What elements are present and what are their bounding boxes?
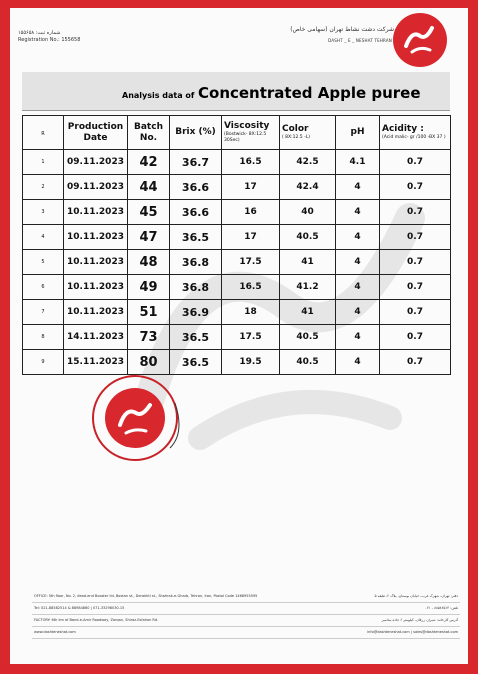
cell-brix: 36.8 <box>170 250 222 275</box>
table-row <box>23 225 451 250</box>
table-row <box>23 300 451 325</box>
header-production-date: Production Date <box>64 116 128 150</box>
cell-r: 3 <box>23 200 64 225</box>
header-acidity: Acidity : (Acid malic- gr /100 -BX 37 ) <box>380 116 451 150</box>
cell-r: 7 <box>23 300 64 325</box>
cell-r: 4 <box>23 225 64 250</box>
cell-color: 40.5 <box>280 350 336 375</box>
table-row <box>23 275 451 300</box>
cell-batch: 73 <box>128 325 170 350</box>
cell-date: 09.11.2023 <box>64 150 128 175</box>
footer-office-row <box>32 591 460 603</box>
table-header-row <box>23 116 451 150</box>
cell-date: 10.11.2023 <box>64 300 128 325</box>
cell-viscosity: 17 <box>222 225 280 250</box>
registration-en: Registration No.: 155658 <box>18 37 81 43</box>
footer-tel-fa: تلفن: ۸۸۵۸۲۵۱۴ - ۰۲۱ <box>424 606 458 610</box>
header-viscosity: Viscosity (Bostwick- 8X:12.5 30Sec) <box>222 116 280 150</box>
cell-date: 15.11.2023 <box>64 350 128 375</box>
cell-date: 10.11.2023 <box>64 275 128 300</box>
cell-brix: 36.8 <box>170 275 222 300</box>
table-row <box>23 325 451 350</box>
cell-ph: 4 <box>336 300 380 325</box>
company-logo-icon <box>390 10 450 70</box>
cell-r: 6 <box>23 275 64 300</box>
footer-email-link[interactable]: info@dashteneshat.com | sales@dashteneshat.com <box>367 630 458 634</box>
cell-batch: 44 <box>128 175 170 200</box>
cell-batch: 42 <box>128 150 170 175</box>
stamp-seal-icon <box>90 373 180 463</box>
company-name-fa: شرکت دشت نشاط تهران (سهامی خاص) <box>290 26 394 33</box>
table-row <box>23 175 451 200</box>
cell-date: 10.11.2023 <box>64 250 128 275</box>
cell-date: 10.11.2023 <box>64 225 128 250</box>
cell-ph: 4 <box>336 225 380 250</box>
header-ph: pH <box>336 116 380 150</box>
cell-brix: 36.9 <box>170 300 222 325</box>
cell-ph: 4 <box>336 350 380 375</box>
cell-viscosity: 17.5 <box>222 250 280 275</box>
company-name-en: DASHT _ E _ NESHAT TEHRAN <box>328 38 392 43</box>
title-bar <box>22 72 450 111</box>
table-row <box>23 200 451 225</box>
cell-brix: 36.5 <box>170 350 222 375</box>
table-row <box>23 250 451 275</box>
cell-batch: 80 <box>128 350 170 375</box>
cell-viscosity: 16.5 <box>222 150 280 175</box>
cell-viscosity: 16.5 <box>222 275 280 300</box>
cell-r: 2 <box>23 175 64 200</box>
cell-viscosity: 18 <box>222 300 280 325</box>
cell-acidity: 0.7 <box>380 250 451 275</box>
analysis-table <box>22 115 451 375</box>
cell-acidity: 0.7 <box>380 350 451 375</box>
footer-factory: FACTORY: 6th km of Band-e-Amir Roadway, Zarqan, Shiraz-Esfahan Rd. <box>34 618 159 622</box>
header-r: R <box>23 116 64 150</box>
cell-color: 41.2 <box>280 275 336 300</box>
cell-acidity: 0.7 <box>380 325 451 350</box>
cell-acidity: 0.7 <box>380 175 451 200</box>
cell-ph: 4.1 <box>336 150 380 175</box>
cell-r: 5 <box>23 250 64 275</box>
cell-brix: 36.6 <box>170 200 222 225</box>
cell-r: 1 <box>23 150 64 175</box>
cell-batch: 47 <box>128 225 170 250</box>
cell-date: 09.11.2023 <box>64 175 128 200</box>
cell-viscosity: 17.5 <box>222 325 280 350</box>
cell-acidity: 0.7 <box>380 275 451 300</box>
cell-acidity: 0.7 <box>380 150 451 175</box>
cell-r: 8 <box>23 325 64 350</box>
cell-ph: 4 <box>336 325 380 350</box>
cell-color: 41 <box>280 250 336 275</box>
footer-website-link[interactable]: www.dashteneshat.com <box>34 630 76 634</box>
cell-acidity: 0.7 <box>380 300 451 325</box>
cell-color: 40.5 <box>280 325 336 350</box>
header-batch-no: Batch No. <box>128 116 170 150</box>
registration-fa: ۱۵۵۶۵۸ :شماره ثبت <box>18 30 61 36</box>
cell-r: 9 <box>23 350 64 375</box>
cell-date: 10.11.2023 <box>64 200 128 225</box>
footer-office: OFFICE: 5th floor, No. 2, dead-end Booster lid, Bostan st., Derakhti st., Shahrak-e-Gharb, Tehran, Iran, Postal Code 1468955595 <box>34 594 258 598</box>
footer-factory-row <box>32 615 460 627</box>
footer-office-fa: دفتر: تهران، شهرک غرب، خیابان بوستان، پلاک ۲، طبقه ۵ <box>374 594 458 598</box>
registration-number <box>18 30 80 44</box>
cell-date: 14.11.2023 <box>64 325 128 350</box>
cell-color: 42.4 <box>280 175 336 200</box>
cell-brix: 36.6 <box>170 175 222 200</box>
footer-tel: Tel: 021-88582514 & 88984860 | 071-33298030-15 <box>34 606 125 610</box>
cell-ph: 4 <box>336 275 380 300</box>
footer-tel-row <box>32 603 460 615</box>
company-stamp <box>90 373 180 463</box>
cell-batch: 48 <box>128 250 170 275</box>
footer <box>32 591 460 639</box>
cell-batch: 51 <box>128 300 170 325</box>
cell-batch: 49 <box>128 275 170 300</box>
cell-brix: 36.7 <box>170 150 222 175</box>
header-brix: Brix (%) <box>170 116 222 150</box>
cell-ph: 4 <box>336 175 380 200</box>
cell-ph: 4 <box>336 250 380 275</box>
cell-color: 40.5 <box>280 225 336 250</box>
cell-ph: 4 <box>336 200 380 225</box>
cell-viscosity: 19.5 <box>222 350 280 375</box>
footer-factory-fa: آدرس کارخانه: شیراز، زرقان، کیلومتر ۶ جاده بندامیر <box>381 618 458 622</box>
cell-viscosity: 17 <box>222 175 280 200</box>
cell-acidity: 0.7 <box>380 225 451 250</box>
cell-brix: 36.5 <box>170 325 222 350</box>
cell-color: 42.5 <box>280 150 336 175</box>
header-color: Color ( 8X:12.5 -L) <box>280 116 336 150</box>
title-product: Concentrated Apple puree <box>198 84 421 102</box>
cell-viscosity: 16 <box>222 200 280 225</box>
cell-color: 41 <box>280 300 336 325</box>
cell-brix: 36.5 <box>170 225 222 250</box>
footer-web-row <box>32 627 460 639</box>
cell-acidity: 0.7 <box>380 200 451 225</box>
title-prefix: Analysis data of <box>122 91 195 100</box>
cell-batch: 45 <box>128 200 170 225</box>
table-row <box>23 150 451 175</box>
cell-color: 40 <box>280 200 336 225</box>
table-row <box>23 350 451 375</box>
